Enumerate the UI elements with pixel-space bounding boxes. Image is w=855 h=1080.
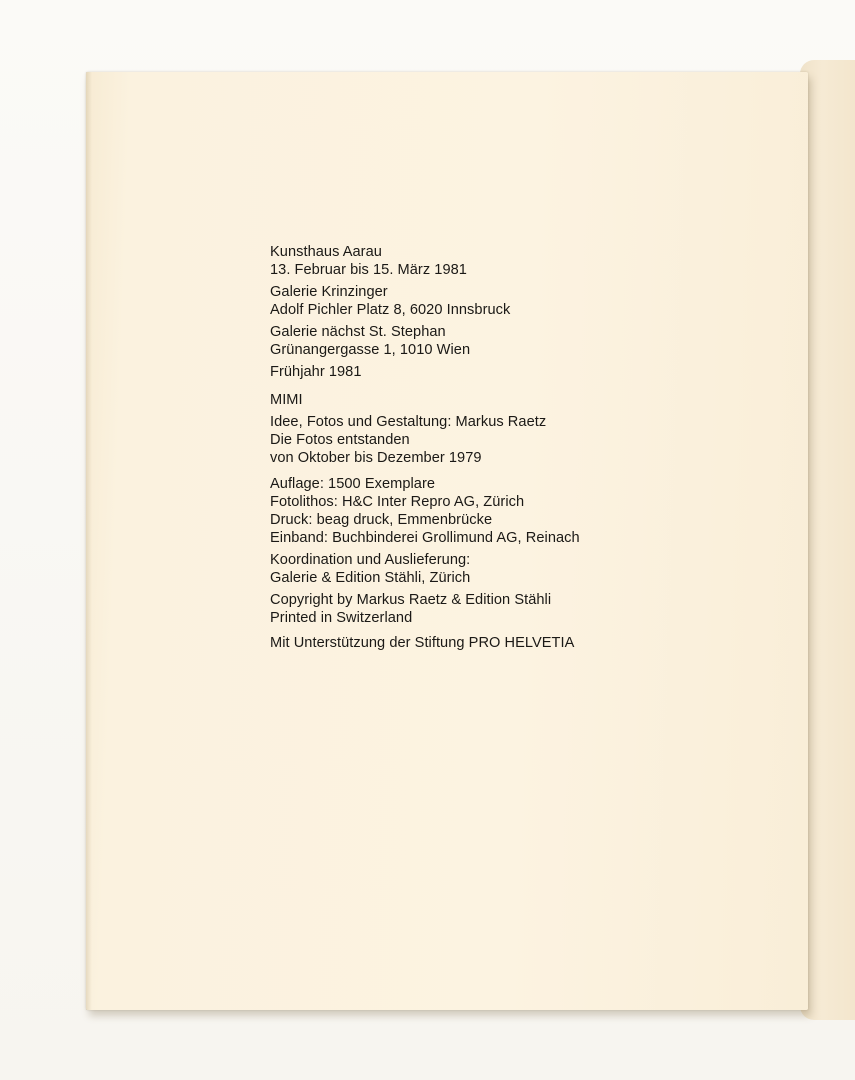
venue-aarau — [270, 243, 770, 279]
production-line: Auflage: 1500 Exemplare — [270, 475, 436, 492]
copyright-block — [270, 591, 770, 627]
title-text: MIMI — [270, 392, 303, 409]
book-title — [270, 391, 770, 409]
book-page — [86, 72, 808, 1010]
distribution-block — [270, 551, 770, 587]
venue-name: Kunsthaus Aarau — [270, 244, 382, 260]
venue-name: Galerie Krinzinger — [270, 284, 388, 300]
credits-block — [270, 413, 770, 468]
venue-innsbruck — [270, 283, 770, 319]
venue-address: Grünangergasse 1, 1010 Wien — [270, 342, 471, 359]
credit-line: von Oktober bis Dezember 1979 — [270, 450, 482, 467]
production-line: Druck: beag druck, Emmenbrücke — [270, 512, 493, 529]
distribution-line: Galerie & Edition Stähli, Zürich — [270, 570, 471, 587]
venue-address: Adolf Pichler Platz 8, 6020 Innsbruck — [270, 302, 511, 319]
support-line — [270, 634, 770, 652]
distribution-line: Koordination und Auslieferung: — [270, 552, 471, 569]
season-line — [270, 363, 770, 381]
credit-line: Die Fotos entstanden — [270, 432, 410, 449]
copyright-line: Printed in Switzerland — [270, 610, 413, 627]
production-line: Einband: Buchbinderei Grollimund AG, Reinach — [270, 530, 580, 547]
adjacent-page-edge — [800, 60, 855, 1020]
credit-line: Idee, Fotos und Gestaltung: Markus Raetz — [270, 414, 547, 430]
copyright-line: Copyright by Markus Raetz & Edition Stähli — [270, 592, 552, 609]
venue-dates: 13. Februar bis 15. März 1981 — [270, 262, 467, 279]
colophon-text-block — [270, 243, 770, 656]
production-line: Fotolithos: H&C Inter Repro AG, Zürich — [270, 493, 525, 510]
support-text: Mit Unterstützung der Stiftung PRO HELVETIA — [270, 635, 575, 652]
venue-name: Galerie nächst St. Stephan — [270, 324, 446, 340]
venue-wien — [270, 323, 770, 359]
production-block — [270, 475, 770, 548]
page-binding-shadow — [86, 72, 92, 1010]
season-text: Frühjahr 1981 — [270, 364, 362, 380]
